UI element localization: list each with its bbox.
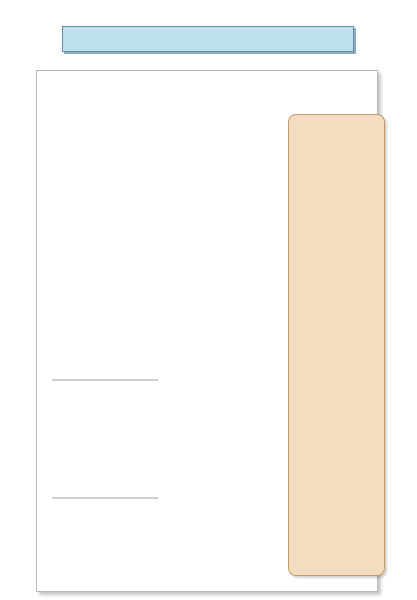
caption-box (288, 114, 385, 576)
caption-text (289, 135, 384, 575)
